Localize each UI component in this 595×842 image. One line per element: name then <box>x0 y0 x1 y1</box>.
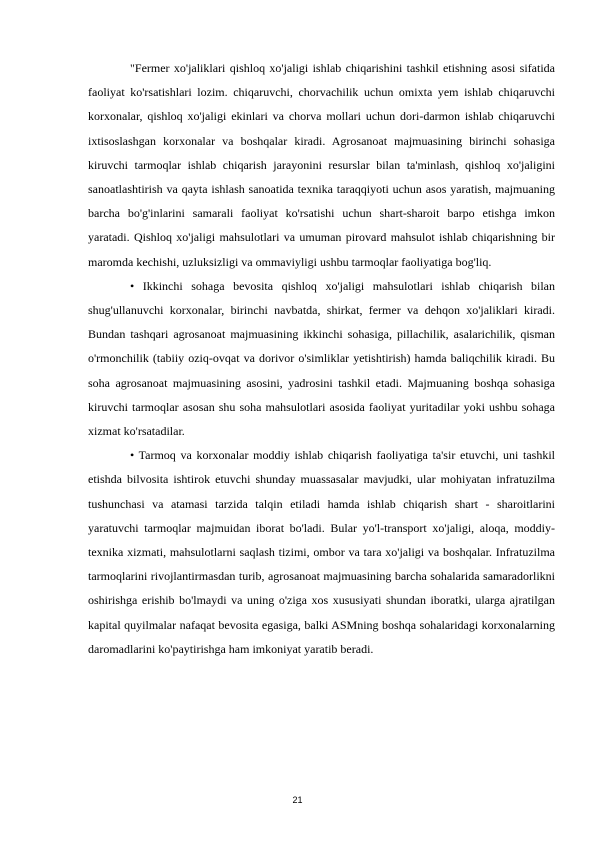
paragraph-infrastructure: • Tarmoq va korxonalar moddiy ishlab chiqarish faoliyatiga ta'sir etuvchi, uni tashkil etishda bilvosita ishtirok etuvchi shunday muassasalar mavjudki, ular mohiyatan infratuzilma tushunchasi va atamasi tarzida talqin etiladi hamda ishlab chiqarish shart - sharoitlarini yaratuvchi tarmoqlar majmuidan iborat bo'ladi. Bular yo'l-transport xo'jaligi, aloqa, moddiy-texnika xizmati, mahsulotlarni saqlash tizimi, ombor va tara xo'jaligi va boshqalar. Infratuzilma tarmoqlarini rivojlantirmasdan turib, agrosanoat majmuasining barcha sohalarida samaradorlikni oshirishga erishib bo'lmaydi va uning o'ziga xos xususiyati shundan iboratki, ularga ajratilgan kapital quyilmalar nafaqat bevosita egasiga, balki ASMning boshqa sohalaridagi korxonalarning daromadlarini ko'paytirishga ham imkoniyat yaratib beradi. <box>88 448 555 656</box>
paragraph-second-sector: • Ikkinchi sohaga bevosita qishloq xo'jaligi mahsulotlari ishlab chiqarish bilan shug'ullanuvchi korxonalar, birinchi navbatda, shirkat, fermer va dehqon xo'jaliklari kiradi. Bundan tashqari agrosanoat majmuasining ikkinchi sohasiga, pillachilik, asalarichilik, qisman o'rmonchilik (tabiiy oziq-ovqat va dorivor o'simliklar yetishtirish) hamda baliqchilik kiradi. Bu soha agrosanoat majmuasining asosini, yadrosini tashkil etadi. Majmuaning boshqa sohasiga kiruvchi tarmoqlar asosan shu soha mahsulotlari asosida faoliyat yuritadilar yoki ushbu sohaga xizmat ko'rsatadilar. <box>88 278 555 439</box>
paragraph-farmer-enterprises: "Fermer xo'jaliklari qishloq xo'jaligi ishlab chiqarishini tashkil etishning asosi sifatida faoliyat ko'rsatishlari lozim. chiqaruvchi, chorvachilik uchun omixta yem ishlab chiqaruvchi korxonalar, qishloq xo'jaligi ekinlari va chorva mollari uchun dori-darmon ishlab chiqaruvchi ixtisoslashgan korxonalar va boshqalar kiradi. Agrosanoat majmuasining birinchi sohasiga kiruvchi tarmoqlar ishlab chiqarish jarayonini resurslar bilan ta'minlash, qishloq xo'jaligini sanoatlashtirish va qayta ishlash sanoatida texnika taraqqiyoti uchun asos yaratish, majmuaning barcha bo'g'inlarini samarali faoliyat ko'rsatishi uchun shart-sharoit barpo etishga imkon yaratadi. Qishloq xo'jaligi mahsulotlari va umuman pirovard mahsulot ishlab chiqarishning bir maromda kechishi, uzluksizligi va ommaviyligi ushbu tarmoqlar faoliyatiga bog'liq. <box>88 61 555 269</box>
body-text <box>88 56 555 661</box>
page-number: 21 <box>292 795 303 805</box>
